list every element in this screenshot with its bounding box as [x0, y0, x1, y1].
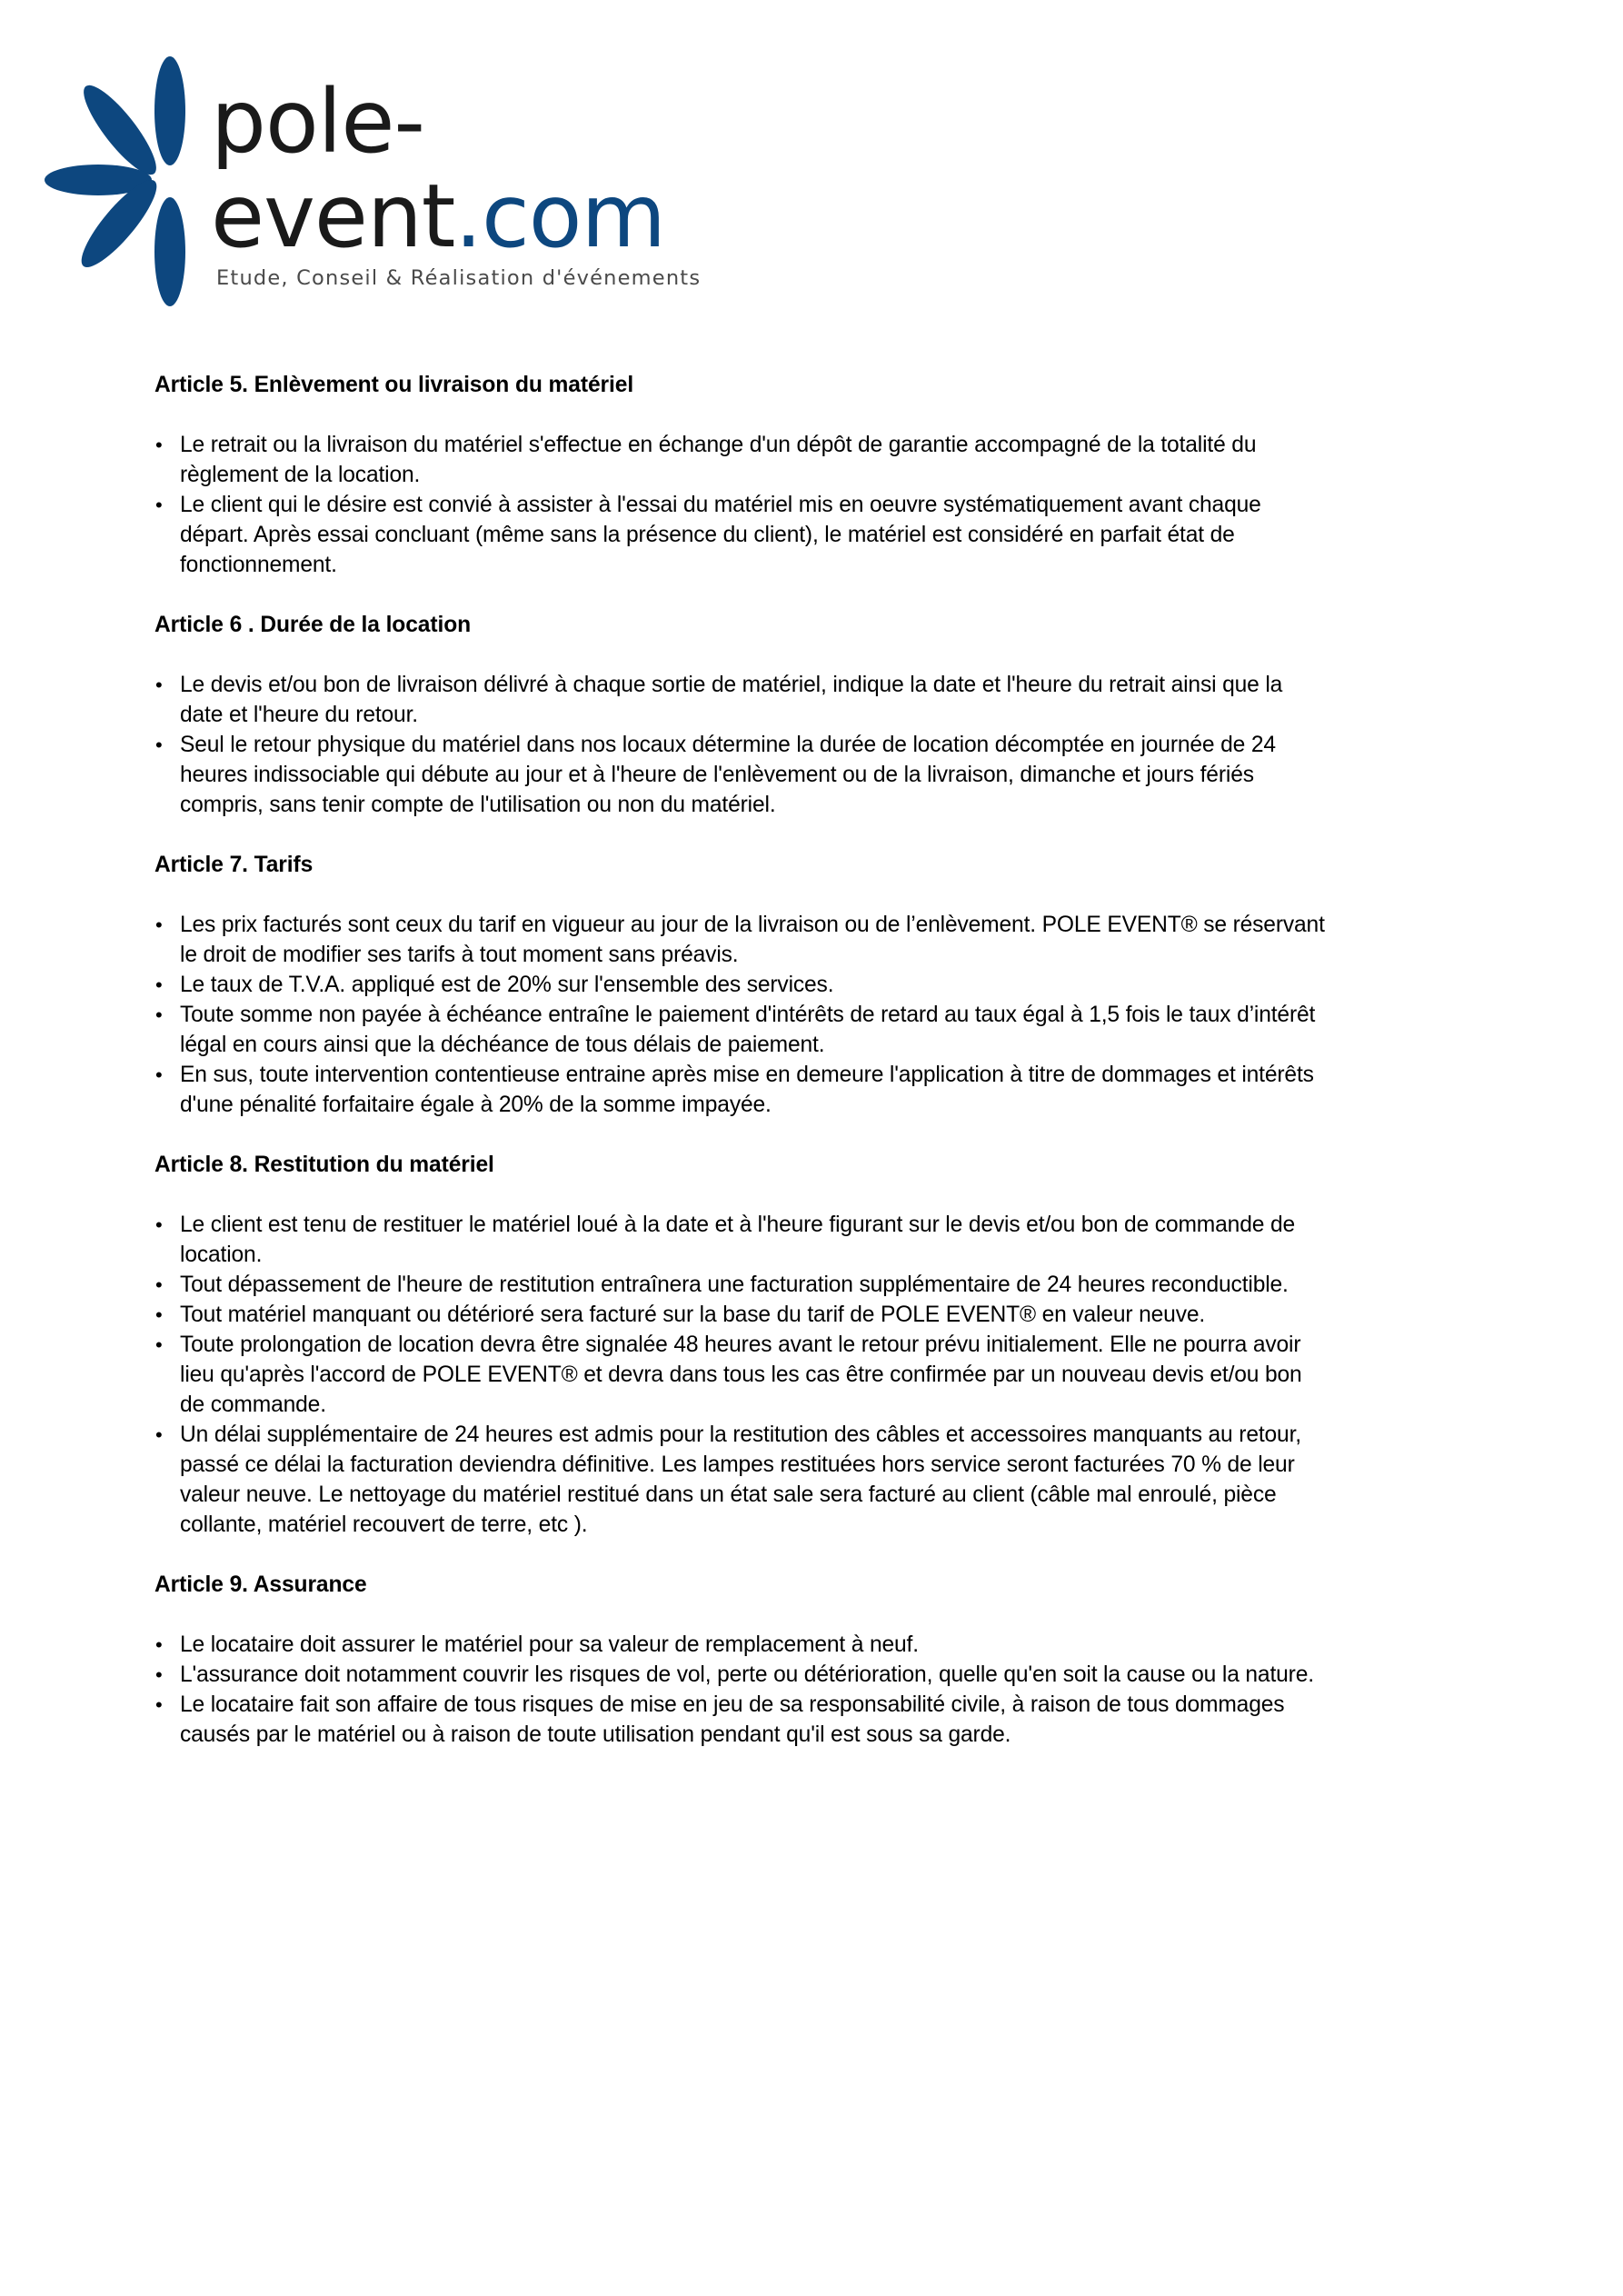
bullet-dot-icon: •	[155, 1693, 163, 1716]
logo-tagline: Etude, Conseil & Réalisation d'événements	[216, 266, 702, 290]
bullet-dot-icon: •	[155, 1273, 163, 1296]
bullet-text-line: compris, sans tenir compte de l'utilisation ou non du matériel.	[180, 793, 776, 817]
logo-wordmark-line1: pole-	[211, 75, 425, 169]
bullet-item	[154, 430, 1472, 490]
bullet-dot-icon: •	[155, 674, 163, 696]
bullet-text-line: Tout dépassement de l'heure de restitution entraînera une facturation supplémentaire de 24 heures reconductible.	[180, 1273, 1289, 1297]
bullet-text-line: Le devis et/ou bon de livraison délivré à chaque sortie de matériel, indique la date et l'heure du retrait ainsi que la	[180, 673, 1283, 697]
bullet-text-line: Seul le retour physique du matériel dans nos locaux détermine la durée de location décomptée en journée de 24	[180, 733, 1276, 757]
bullet-text-line: d'une pénalité forfaitaire égale à 20% de la somme impayée.	[180, 1093, 772, 1117]
bullet-text-line: Un délai supplémentaire de 24 heures est admis pour la restitution des câbles et accessoires manquants au retour,	[180, 1423, 1301, 1447]
bullet-dot-icon: •	[155, 1663, 163, 1686]
bullet-item	[154, 1420, 1472, 1540]
logo-wordmark-main: event	[211, 173, 455, 260]
logo-petal-bottom	[154, 197, 185, 306]
bullet-text-line: Tout matériel manquant ou détérioré sera facturé sur la base du tarif de POLE EVENT® en valeur neuve.	[180, 1303, 1206, 1327]
article-title: Article 6 . Durée de la location	[154, 613, 472, 637]
bullet-item	[154, 1270, 1472, 1300]
bullet-item	[154, 1000, 1472, 1060]
bullet-text-line: légal en cours ainsi que la déchéance de tous délais de paiement.	[180, 1033, 825, 1057]
bullet-item	[154, 1630, 1472, 1660]
bullet-dot-icon: •	[155, 1633, 163, 1656]
article-title: Article 5. Enlèvement ou livraison du matériel	[154, 373, 634, 397]
bullet-text-line: Le client qui le désire est convié à assister à l'essai du matériel mis en oeuvre systématiquement avant chaque	[180, 493, 1261, 517]
bullet-text-line: En sus, toute intervention contentieuse entraine après mise en demeure l'application à titre de dommages et intérêts	[180, 1063, 1314, 1087]
article-section	[154, 610, 1472, 820]
logo-petals	[45, 56, 185, 306]
bullet-item	[154, 670, 1472, 730]
bullet-text-line: Le locataire fait son affaire de tous risques de mise en jeu de sa responsabilité civile, à raison de tous dommages	[180, 1692, 1285, 1717]
bullet-dot-icon: •	[155, 1303, 163, 1326]
article-section	[154, 370, 1472, 580]
bullet-text-line: le droit de modifier ses tarifs à tout moment sans préavis.	[180, 943, 739, 967]
bullet-dot-icon: •	[155, 434, 163, 456]
bullet-dot-icon: •	[155, 913, 163, 936]
bullet-text-line: valeur neuve. Le nettoyage du matériel restitué dans un état sale sera facturé au client (câble mal enroulé, pièce	[180, 1482, 1277, 1507]
article-section	[154, 1570, 1472, 1750]
bullet-text-line: heures indissociable qui débute au jour et à l'heure de l'enlèvement ou de la livraison, dimanche et jours fériés	[180, 763, 1254, 787]
bullet-dot-icon: •	[155, 494, 163, 516]
bullet-dot-icon: •	[155, 1063, 163, 1086]
article-bullet-list	[154, 910, 1472, 1120]
bullet-text-line: Le locataire doit assurer le matériel pour sa valeur de remplacement à neuf.	[180, 1632, 919, 1657]
bullet-dot-icon: •	[155, 1423, 163, 1446]
bullet-item	[154, 1690, 1472, 1750]
article-title: Article 7. Tarifs	[154, 853, 314, 877]
article-title: Article 8. Restitution du matériel	[154, 1153, 494, 1177]
article-section	[154, 1150, 1472, 1540]
article-bullet-list	[154, 430, 1472, 580]
bullet-text-line: causés par le matériel ou à raison de toute utilisation pendant qu'il est sous sa garde.	[180, 1722, 1011, 1747]
bullet-text-line: L'assurance doit notamment couvrir les risques de vol, perte ou détérioration, quelle qu'en soit la cause ou la nature.	[180, 1662, 1314, 1687]
bullet-text-line: de commande.	[180, 1393, 326, 1417]
bullet-text-line: lieu qu'après l'accord de POLE EVENT® et devra dans tous les cas être confirmée par un nouveau devis et/ou bon	[180, 1363, 1302, 1387]
bullet-text-line: fonctionnement.	[180, 553, 337, 577]
bullet-dot-icon: •	[155, 1003, 163, 1026]
bullet-text-line: collante, matériel recouvert de terre, etc ).	[180, 1512, 588, 1537]
flower-logo-icon	[36, 45, 218, 318]
bullet-dot-icon: •	[155, 734, 163, 756]
bullet-item	[154, 1210, 1472, 1270]
article-bullet-list	[154, 670, 1472, 820]
bullet-item	[154, 1060, 1472, 1120]
bullet-text-line: date et l'heure du retour.	[180, 703, 418, 727]
bullet-text-line: Toute prolongation de location devra être signalée 48 heures avant le retour prévu initialement. Elle ne pourra avoir	[180, 1333, 1301, 1357]
bullet-text-line: location.	[180, 1243, 263, 1267]
company-logo	[0, 0, 727, 327]
logo-petal-top	[154, 56, 185, 165]
bullet-dot-icon: •	[155, 1213, 163, 1236]
bullet-text-line: Les prix facturés sont ceux du tarif en vigueur au jour de la livraison ou de l’enlèvement. POLE EVENT® se réservant	[180, 913, 1325, 937]
bullet-dot-icon: •	[155, 1333, 163, 1356]
article-section	[154, 850, 1472, 1120]
document-body	[154, 370, 1472, 1780]
bullet-text-line: départ. Après essai concluant (même sans la présence du client), le matériel est considéré en parfait état de	[180, 523, 1235, 547]
bullet-item	[154, 730, 1472, 820]
bullet-item	[154, 1300, 1472, 1330]
bullet-text-line: Le client est tenu de restituer le matériel loué à la date et à l'heure figurant sur le devis et/ou bon de commande de	[180, 1213, 1295, 1237]
article-bullet-list	[154, 1630, 1472, 1750]
bullet-text-line: Le retrait ou la livraison du matériel s'effectue en échange d'un dépôt de garantie accompagné de la totalité du	[180, 433, 1257, 457]
article-title: Article 9. Assurance	[154, 1572, 367, 1597]
article-bullet-list	[154, 1210, 1472, 1540]
bullet-item	[154, 1660, 1472, 1690]
bullet-item	[154, 490, 1472, 580]
bullet-item	[154, 1330, 1472, 1420]
bullet-text-line: règlement de la location.	[180, 463, 421, 487]
bullet-item	[154, 910, 1472, 970]
logo-wordmark-line2	[211, 173, 665, 260]
bullet-text-line: Toute somme non payée à échéance entraîne le paiement d'intérêts de retard au taux égal à 1,5 fois le taux d’intérêt	[180, 1003, 1316, 1027]
logo-wordmark-tld: .com	[454, 173, 665, 260]
bullet-text-line: passé ce délai la facturation deviendra définitive. Les lampes restituées hors service seront facturées 70 % de leur	[180, 1452, 1295, 1477]
bullet-dot-icon: •	[155, 973, 163, 996]
bullet-item	[154, 970, 1472, 1000]
bullet-text-line: Le taux de T.V.A. appliqué est de 20% sur l'ensemble des services.	[180, 973, 834, 997]
